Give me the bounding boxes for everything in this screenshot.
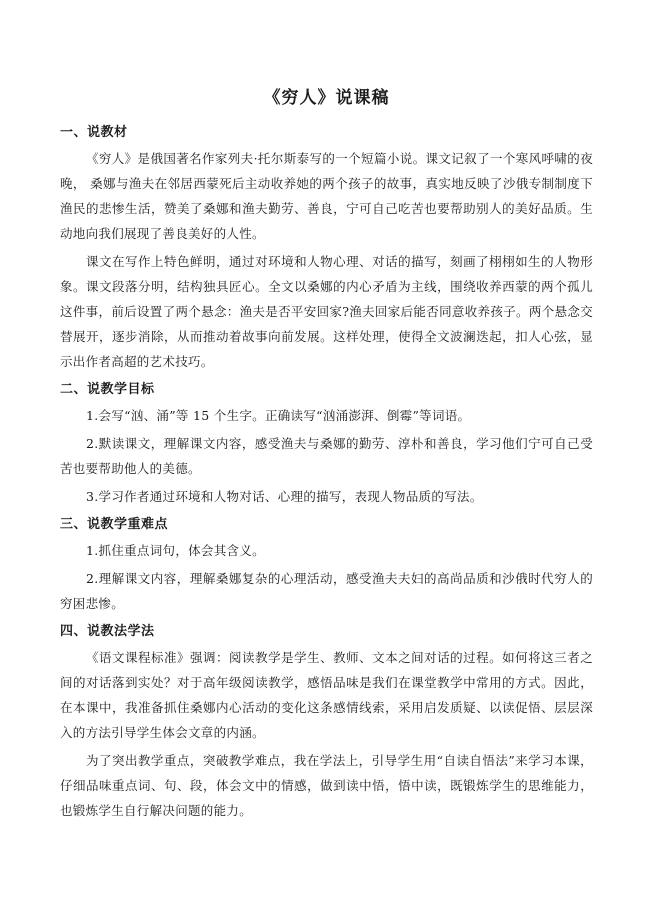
section-heading: 一、说教材: [60, 125, 128, 140]
paragraph: 1.抓住重点词句，体会其含义。: [86, 543, 265, 558]
paragraph: 《穷人》是俄国著名作家列夫·托尔斯泰写的一个短篇小说。课文记叙了一个寒风呼啸的夜晚， 桑娜与渔夫在邻居西蒙死后主动收养她的两个孩子的故事，真实地反映了沙俄专制制度下渔民的悲惨生活，赞美了桑娜和渔夫勤劳、善良，宁可自己吃苦也要帮助别人的美好品质。生动地向我们展现了善良美好的人性。: [60, 151, 593, 241]
paragraph: 为了突出教学重点，突破教学难点，我在学法上，引导学生用“自读自悟法”来学习本课，仔细品味重点词、句、段，体会文中的情感，做到读中悟，悟中读，既锻炼学生的思维能力，也锻炼学生自行解决问题的能力。: [60, 753, 593, 818]
section-teaching-material: [60, 120, 593, 374]
section-key-difficulties: [60, 512, 593, 616]
section-teaching-goals: [60, 377, 593, 509]
document-page: [60, 84, 593, 826]
section-heading: 四、说教法学法: [60, 624, 155, 639]
paragraph: 2.理解课文内容，理解桑娜复杂的心理活动，感受渔夫夫妇的高尚品质和沙俄时代穷人的穷困悲惨。: [60, 571, 593, 611]
section-heading: 二、说教学目标: [60, 382, 155, 397]
paragraph: 3.学习作者通过环境和人物对话、心理的描写，表现人物品质的写法。: [86, 489, 483, 504]
section-heading: 三、说教学重难点: [60, 517, 169, 532]
page-title: 《穷人》说课稿: [263, 88, 390, 108]
paragraph: 课文在写作上特色鲜明，通过对环境和人物心理、对话的描写，刻画了栩栩如生的人物形象。课文段落分明，结构独具匠心。全文以桑娜的内心矛盾为主线，围绕收养西蒙的两个孤儿这件事，前后设置了两个悬念：渔夫是否平安回家?渔夫回家后能否同意收养孩子。两个悬念交替展开，逐步消除，从而推动着故事向前发展。这样处理，使得全文波澜迭起，扣人心弦，显示出作者高超的艺术技巧。: [60, 254, 593, 369]
paragraph: 1.会写“汹、涌”等 15 个生字。正确读写“汹涌澎湃、倒霉”等词语。: [86, 408, 471, 423]
paragraph: 《语文课程标准》强调：阅读教学是学生、教师、文本之间对话的过程。如何将这三者之间的对话落到实处？对于高年级阅读教学，感悟品味是我们在课堂教学中常用的方式。因此，在本课中，我准备抓住桑娜内心活动的变化这条感情线索，采用启发质疑、以读促悟、层层深入的方法引导学生体会文章的内涵。: [60, 650, 593, 740]
paragraph: 2.默读课文，理解课文内容，感受渔夫与桑娜的勤劳、淳朴和善良，学习他们宁可自己受苦也要帮助他人的美德。: [60, 436, 593, 476]
section-teaching-methods: [60, 619, 593, 823]
